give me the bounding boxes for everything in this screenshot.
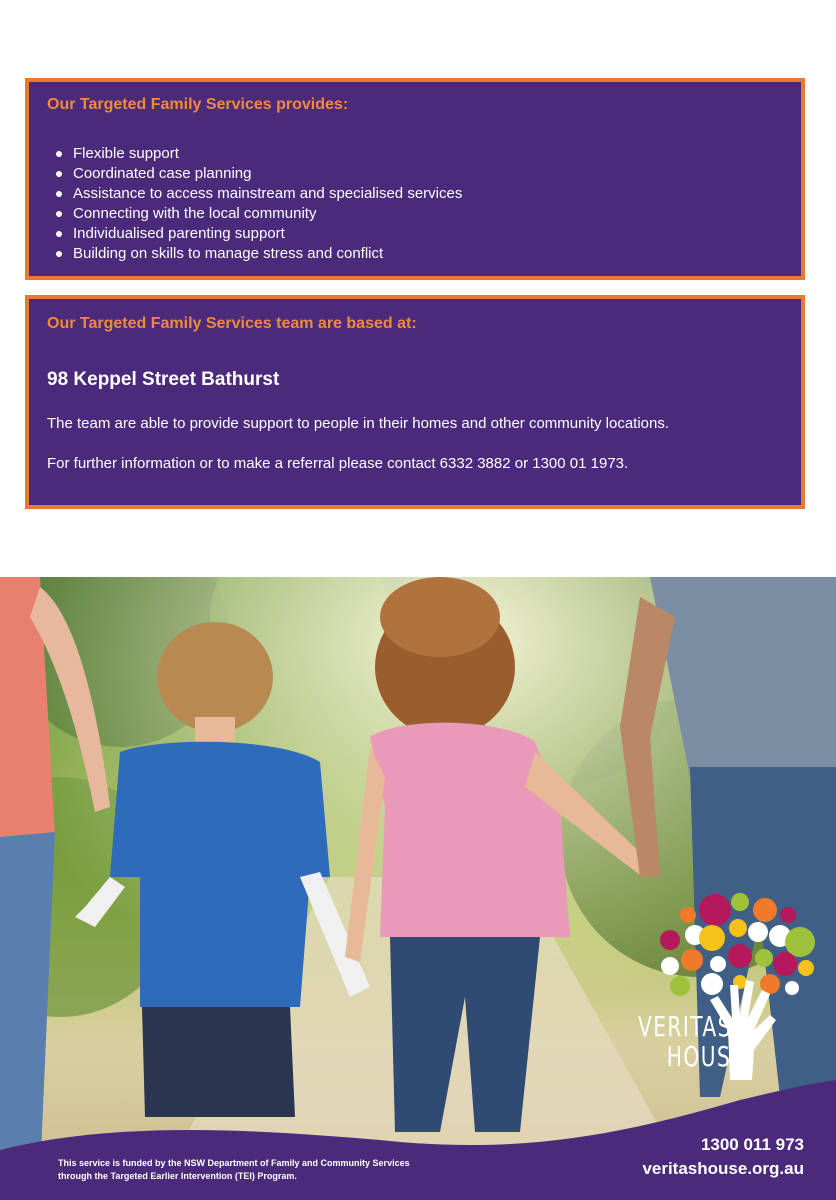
list-item: Coordinated case planning bbox=[49, 164, 462, 184]
funding-line-1: This service is funded by the NSW Department of Family and Community Services bbox=[58, 1158, 410, 1168]
home-support-text: The team are able to provide support to people in their homes and other community locations. bbox=[47, 415, 670, 432]
logo-wordmark bbox=[638, 1012, 745, 1072]
location-heading: Our Targeted Family Services team are based at: bbox=[47, 315, 417, 332]
list-item: Individualised parenting support bbox=[49, 224, 462, 244]
services-panel bbox=[25, 78, 805, 280]
list-item: Building on skills to manage stress and conflict bbox=[49, 244, 462, 264]
funding-line-2: through the Targeted Earlier Intervention (TEI) Program. bbox=[58, 1171, 297, 1181]
services-heading: Our Targeted Family Services provides: bbox=[47, 96, 349, 113]
services-list bbox=[49, 144, 462, 264]
list-item: Assistance to access mainstream and specialised services bbox=[49, 184, 462, 204]
funding-statement bbox=[58, 1157, 478, 1183]
list-item: Flexible support bbox=[49, 144, 462, 164]
list-item: Connecting with the local community bbox=[49, 204, 462, 224]
footer-phone: 1300 011 973 bbox=[700, 1135, 804, 1154]
referral-contact-text: For further information or to make a referral please contact 6332 3882 or 1300 01 1973. bbox=[47, 455, 629, 472]
address: 98 Keppel Street Bathurst bbox=[47, 369, 280, 390]
logo-line-veritas: VERITAS bbox=[638, 1010, 732, 1043]
logo-line-house: HOUSE bbox=[666, 1040, 746, 1073]
footer-website-link[interactable]: veritashouse.org.au bbox=[642, 1159, 804, 1178]
location-panel bbox=[25, 295, 805, 509]
